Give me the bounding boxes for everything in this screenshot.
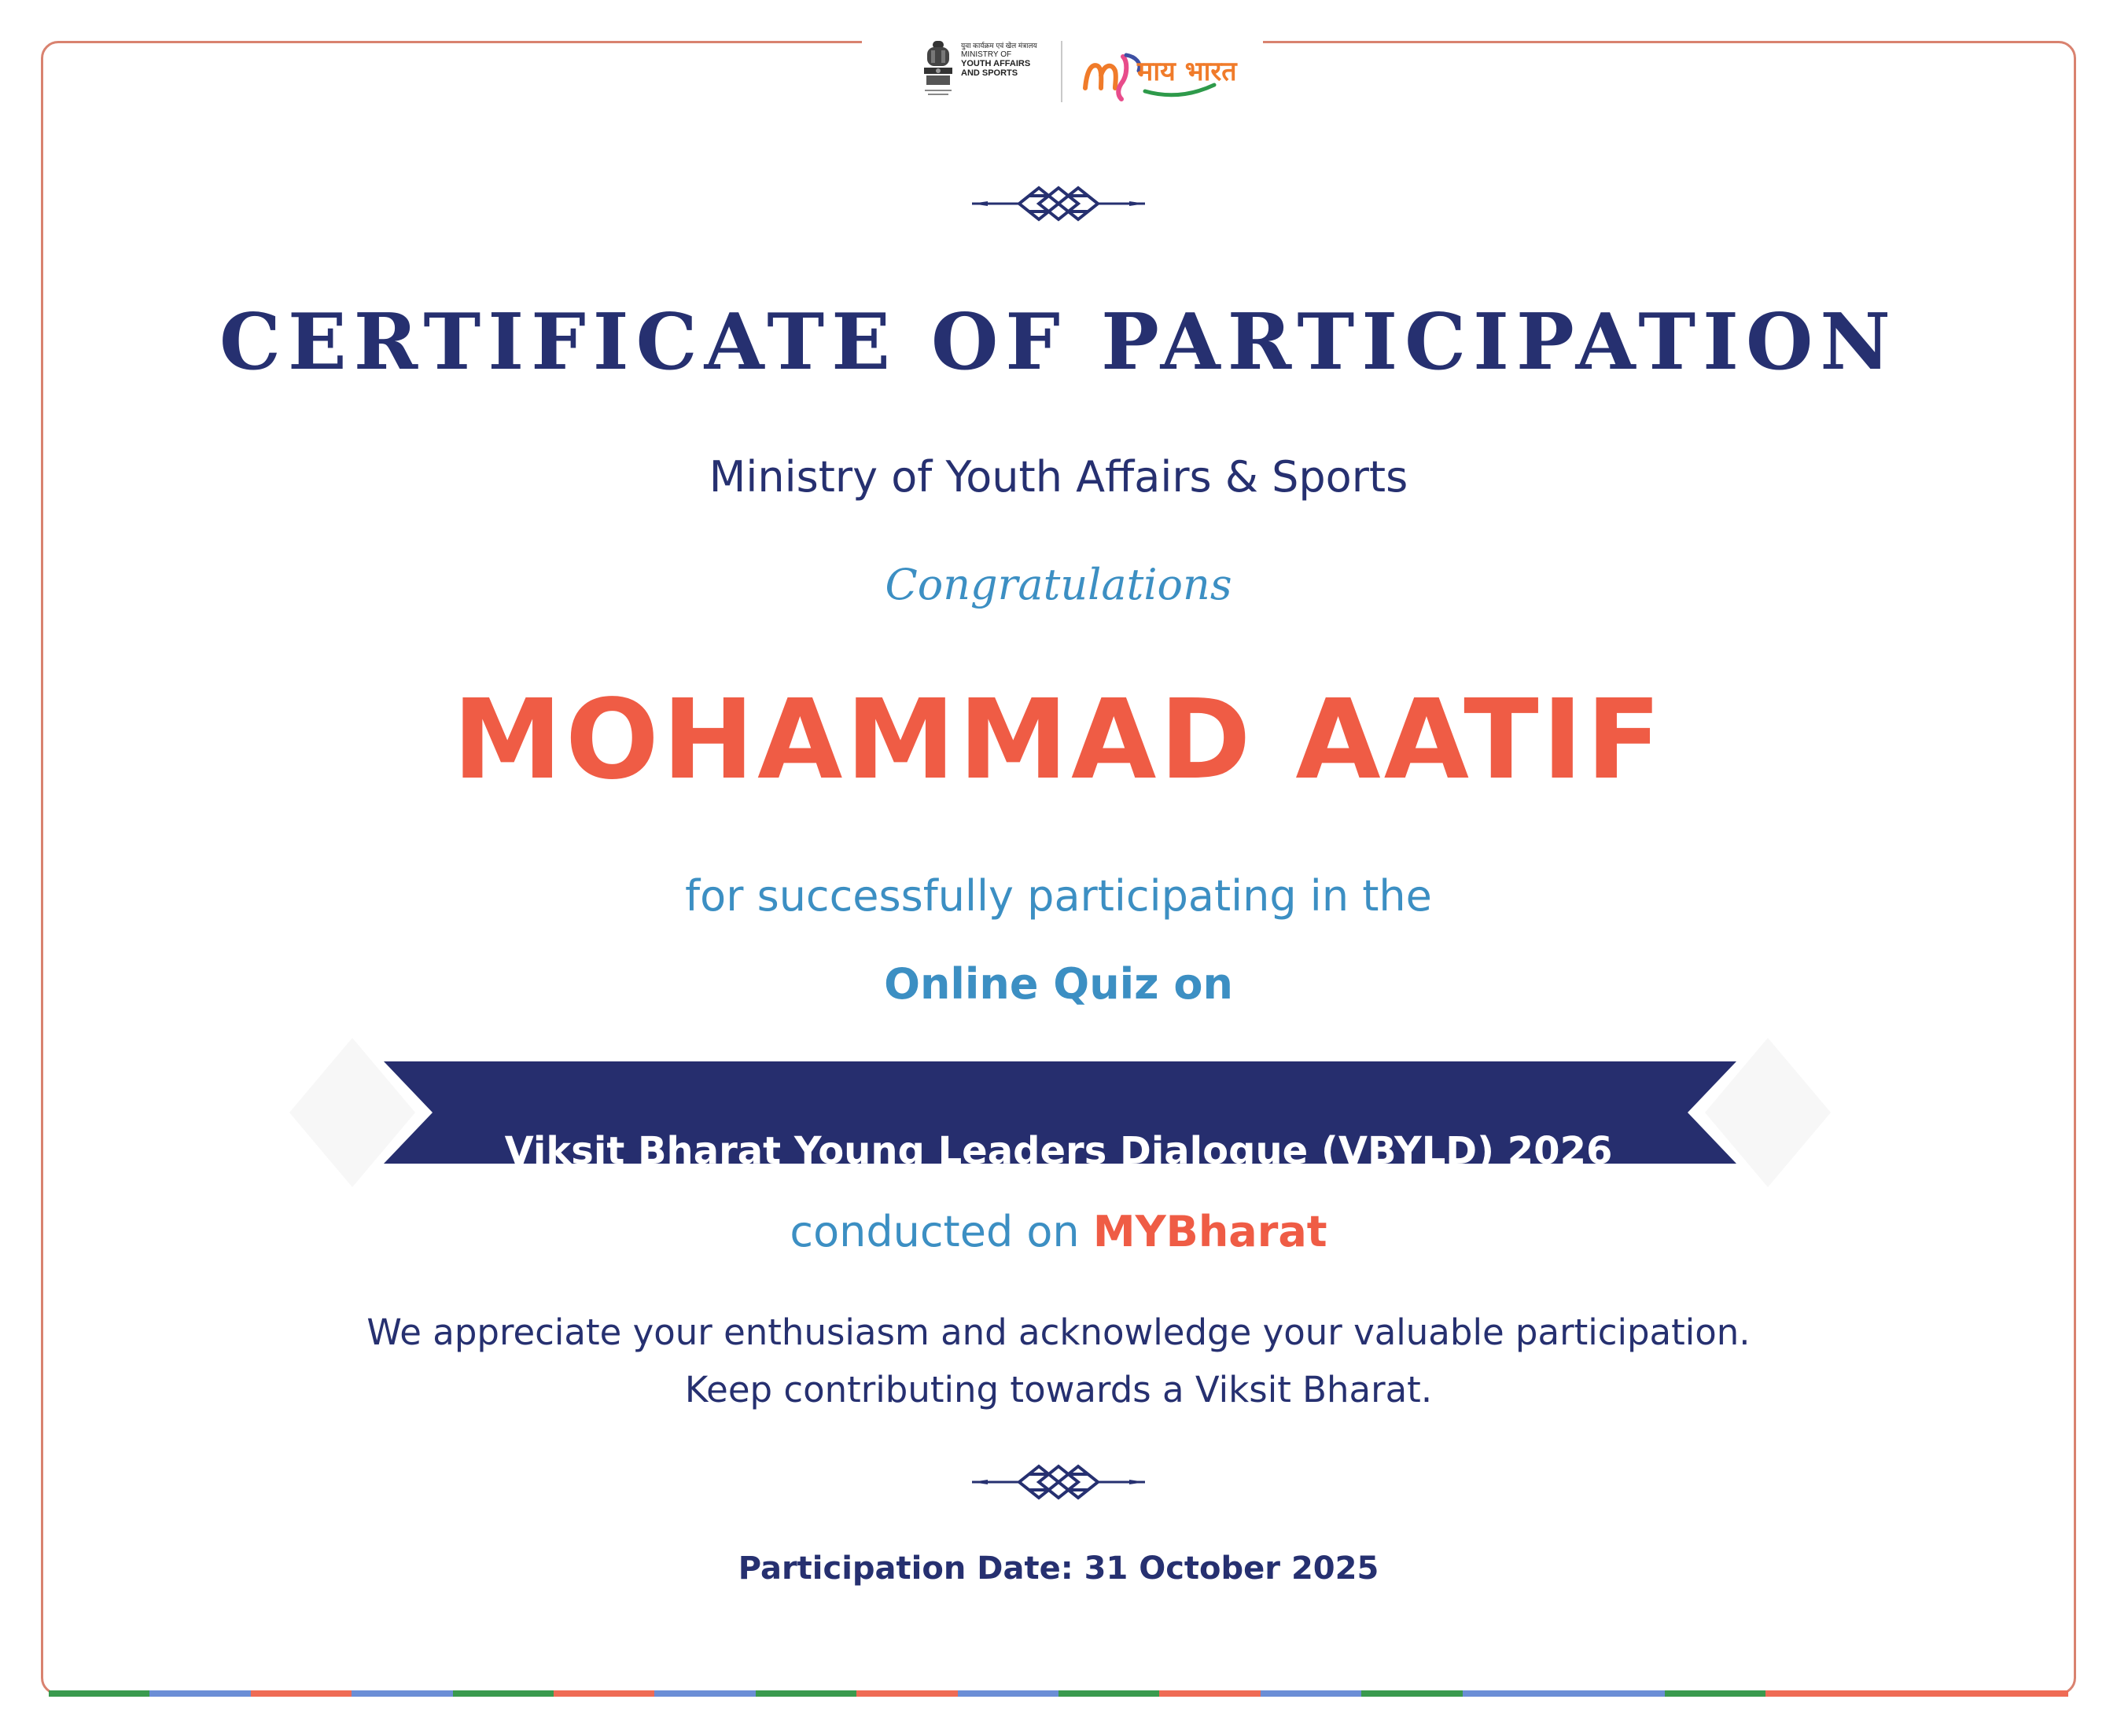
conducted-prefix: conducted on [790,1207,1093,1256]
knot-ornament-icon [972,1462,1145,1502]
strip-segment [453,1690,554,1697]
ministry-logo-text [961,42,1055,78]
strip-segment [251,1690,352,1697]
appreciation-line-1: We appreciate your enthusiasm and acknowledge your valuable participation. [366,1311,1751,1353]
strip-segment [352,1690,452,1697]
strip-segment [49,1690,149,1697]
event-title: Viksit Bharat Young Leaders Dialogue (VBYLD) 2026 [504,1129,1613,1173]
strip-segment [958,1690,1058,1697]
strip-segment [1665,1690,1765,1697]
header-logos [912,35,1237,113]
ministry-logo-hindi: युवा कार्यक्रम एवं खेल मंत्रालय [961,42,1037,50]
strip-segment [1866,1690,1967,1697]
strip-segment [1361,1690,1462,1697]
bottom-color-strip [49,1690,2068,1697]
appreciation-line-2: Keep contributing towards a Viksit Bharat. [684,1369,1433,1410]
recipient-name: MOHAMMAD AATIF [452,676,1665,804]
quiz-line: Online Quiz on [884,959,1233,1009]
strip-segment [554,1690,654,1697]
strip-segment [1261,1690,1361,1697]
mybharat-logo [1081,39,1237,102]
ministry-logo-line3: AND SPORTS [961,68,1018,78]
strip-segment [756,1690,856,1697]
strip-segment [1159,1690,1260,1697]
national-emblem-icon [920,38,956,102]
ministry-logo-line1: MINISTRY OF [961,50,1012,59]
strip-segment [654,1690,755,1697]
knot-ornament-icon [972,184,1145,223]
ministry-logo-line2: YOUTH AFFAIRS [961,58,1031,68]
greeting-text: Congratulations [885,560,1232,609]
conducted-line [0,1207,2117,1256]
issuer-name: Ministry of Youth Affairs & Sports [709,452,1408,502]
participation-date: Participation Date: 31 October 2025 [738,1550,1379,1587]
strip-segment [1968,1690,2068,1697]
strip-segment [1463,1690,1563,1697]
participation-line: for successfully participating in the [685,871,1432,921]
strip-segment [1765,1690,1866,1697]
strip-segment [149,1690,250,1697]
platform-name: MYBharat [1092,1207,1327,1256]
strip-segment [1058,1690,1159,1697]
mybharat-logo-text: माय भारत [1137,56,1237,87]
certificate-frame [41,41,2076,1695]
strip-segment [856,1690,957,1697]
logo-divider [1061,41,1062,102]
strip-segment [1563,1690,1664,1697]
certificate-title: CERTIFICATE OF PARTICIPATION [219,297,1898,388]
